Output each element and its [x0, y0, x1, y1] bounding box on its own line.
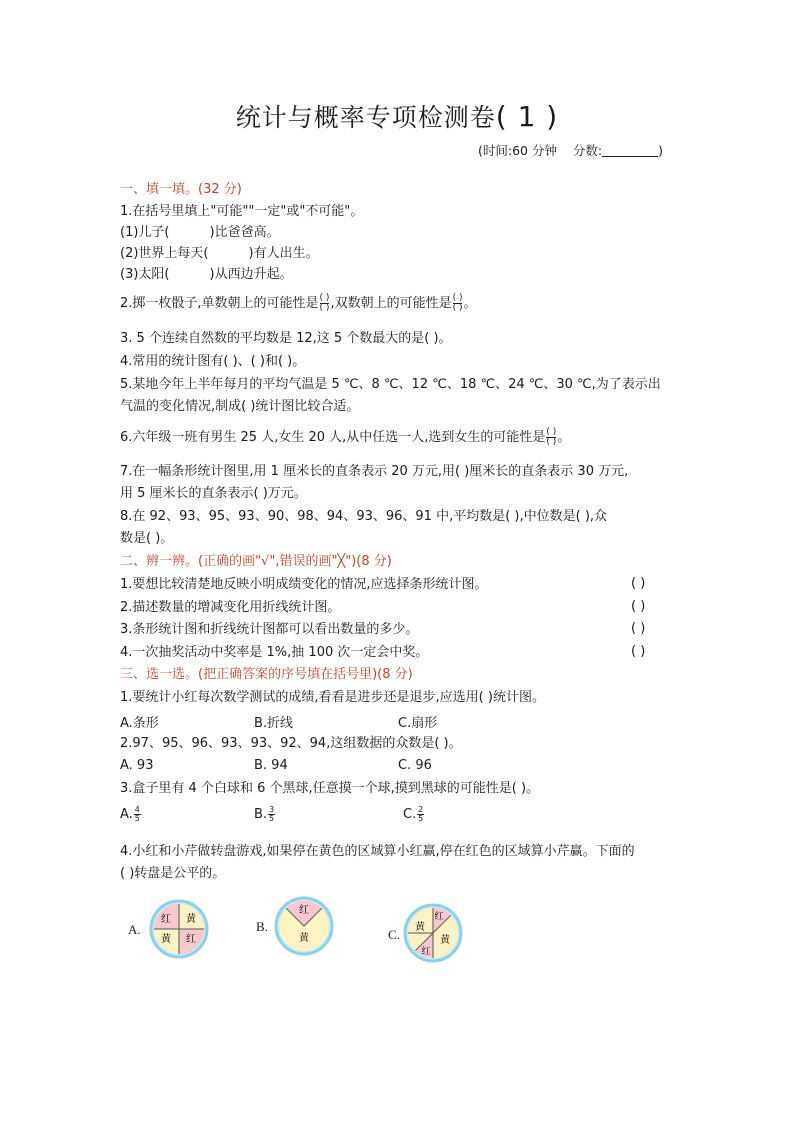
- spinner-b: [274, 896, 334, 956]
- spinner-c-label-4: 黄: [440, 935, 450, 946]
- judge-answer-4: ( ): [631, 644, 646, 659]
- judge-answer-2: ( ): [631, 599, 646, 614]
- fraction-blank: $\frac{( )}{( )}$: [546, 427, 557, 447]
- fill-q4: 4.常用的统计图有( )、( )和( )。: [120, 354, 306, 369]
- fill-q1-1: (1)儿子( )比爸爸高。: [120, 225, 280, 240]
- spinner-a-label-3: 黄: [161, 934, 171, 945]
- spinner-a-label-4: 红: [186, 934, 196, 945]
- choose-q1-option-b: B.折线: [254, 716, 294, 731]
- spinner-c-label-2: 红: [434, 912, 444, 922]
- choose-q4-line2: ( )转盘是公平的。: [120, 866, 226, 881]
- choose-q4-line1: 4.小红和小芹做转盘游戏,如果停在黄色的区域算小红赢,停在红色的区域算小芹赢。下面的: [120, 844, 635, 859]
- fraction-blank: $\frac{( )}{( )}$: [452, 293, 463, 313]
- spinner-c-label: C.: [388, 927, 400, 942]
- title-number: ( 1 ): [495, 100, 559, 133]
- spinner-a-label-1: 红: [161, 914, 171, 925]
- choose-q2: 2.97、95、96、93、93、92、94,这组数据的众数是( )。: [120, 736, 462, 751]
- score-label: 分数:: [572, 143, 603, 158]
- judge-item-1: 1.要想比较清楚地反映小明成绩变化的情况,应选择条形统计图。: [120, 577, 488, 592]
- judge-item-3: 3.条形统计图和折线统计图都可以看出数量的多少。: [120, 622, 419, 637]
- spinner-a-label-2: 黄: [186, 914, 196, 925]
- choose-q3: 3.盒子里有 4 个白球和 6 个黑球,任意摸一个球,摸到黑球的可能性是( )。: [120, 781, 540, 796]
- exam-meta: (时间:60 分钟 分数: ): [478, 143, 663, 158]
- section-fill-heading: 一、填一填。(32 分): [120, 182, 242, 197]
- choose-q1-option-c: C.扇形: [398, 716, 438, 731]
- score-blank: [602, 144, 658, 157]
- spinner-b-label-2: 黄: [299, 933, 309, 944]
- fill-q1-3: (3)太阳( )从西边升起。: [120, 267, 293, 282]
- fill-q7-line1: 7.在一幅条形统计图里,用 1 厘米长的直条表示 20 万元,用( )厘米长的直条表示 30 万元,: [120, 464, 629, 479]
- choose-q1-option-a: A.条形: [120, 716, 159, 731]
- choose-q2-option-a: A. 93: [120, 758, 154, 773]
- time-limit: (时间:60 分钟: [478, 143, 557, 158]
- fill-q5-line2: 气温的变化情况,制成( )统计图比较合适。: [120, 399, 360, 414]
- spinner-a-label: A.: [128, 922, 141, 937]
- choose-q3-option-a: A. $\frac{4}{5}$: [120, 805, 140, 823]
- spinner-c-label-1: 黄: [415, 922, 425, 933]
- spinner-a: [149, 899, 209, 959]
- choose-q2-option-c: C. 96: [398, 758, 432, 773]
- judge-answer-3: ( ): [631, 621, 646, 636]
- judge-item-4: 4.一次抽奖活动中奖率是 1%,抽 100 次一定会中奖。: [120, 645, 429, 660]
- fill-q8-line2: 数是( )。: [120, 531, 174, 546]
- choose-q3-option-c: C. $\frac{2}{5}$: [403, 805, 424, 823]
- spinner-c: [403, 903, 463, 963]
- section-choose-heading: 三、选一选。(把正确答案的序号填在括号里)(8 分): [120, 667, 413, 682]
- fill-q8-line1: 8.在 92、93、95、93、90、98、94、93、96、91 中,平均数是( ),中位数是( ),众: [120, 509, 608, 524]
- fill-q6: 6.六年级一班有男生 25 人,女生 20 人,从中任选一人,选到女生的可能性是 $\frac{( )}{( )}$ 。: [120, 427, 571, 447]
- judge-answer-1: ( ): [631, 576, 646, 591]
- fill-q5-line1: 5.某地今年上半年每月的平均气温是 5 ℃、8 ℃、12 ℃、18 ℃、24 ℃、30 ℃,为了表示出: [120, 377, 661, 392]
- fill-q3: 3. 5 个连续自然数的平均数是 12,这 5 个数最大的是( )。: [120, 331, 452, 346]
- section-judge-heading: 二、辨一辨。(正确的画"√",错误的画"╳")(8 分): [120, 554, 392, 569]
- fill-q1-2: (2)世界上每天( )有人出生。: [120, 246, 319, 261]
- fill-q1: 1.在括号里填上"可能""一定"或"不可能"。: [120, 204, 364, 219]
- fill-q2: 2.掷一枚骰子,单数朝上的可能性是 $\frac{( )}{( )}$ ,双数朝上的可能性是 $\frac{( )}{( )}$ 。: [120, 293, 477, 313]
- fill-q7-line2: 用 5 厘米长的直条表示( )万元。: [120, 486, 307, 501]
- spinner-b-label-1: 红: [299, 905, 309, 916]
- spinner-c-label-3: 红: [421, 947, 431, 957]
- fraction-blank: $\frac{( )}{( )}$: [319, 293, 330, 313]
- choose-q2-option-b: B. 94: [254, 758, 288, 773]
- choose-q1: 1.要统计小红每次数学测试的成绩,看看是进步还是退步,应选用( )统计图。: [120, 690, 545, 705]
- spinner-b-label: B.: [256, 919, 268, 934]
- judge-item-2: 2.描述数量的增减变化用折线统计图。: [120, 600, 341, 615]
- choose-q3-option-b: B. $\frac{3}{5}$: [254, 805, 275, 823]
- page-title: 统计与概率专项检测卷( 1 ): [235, 100, 559, 133]
